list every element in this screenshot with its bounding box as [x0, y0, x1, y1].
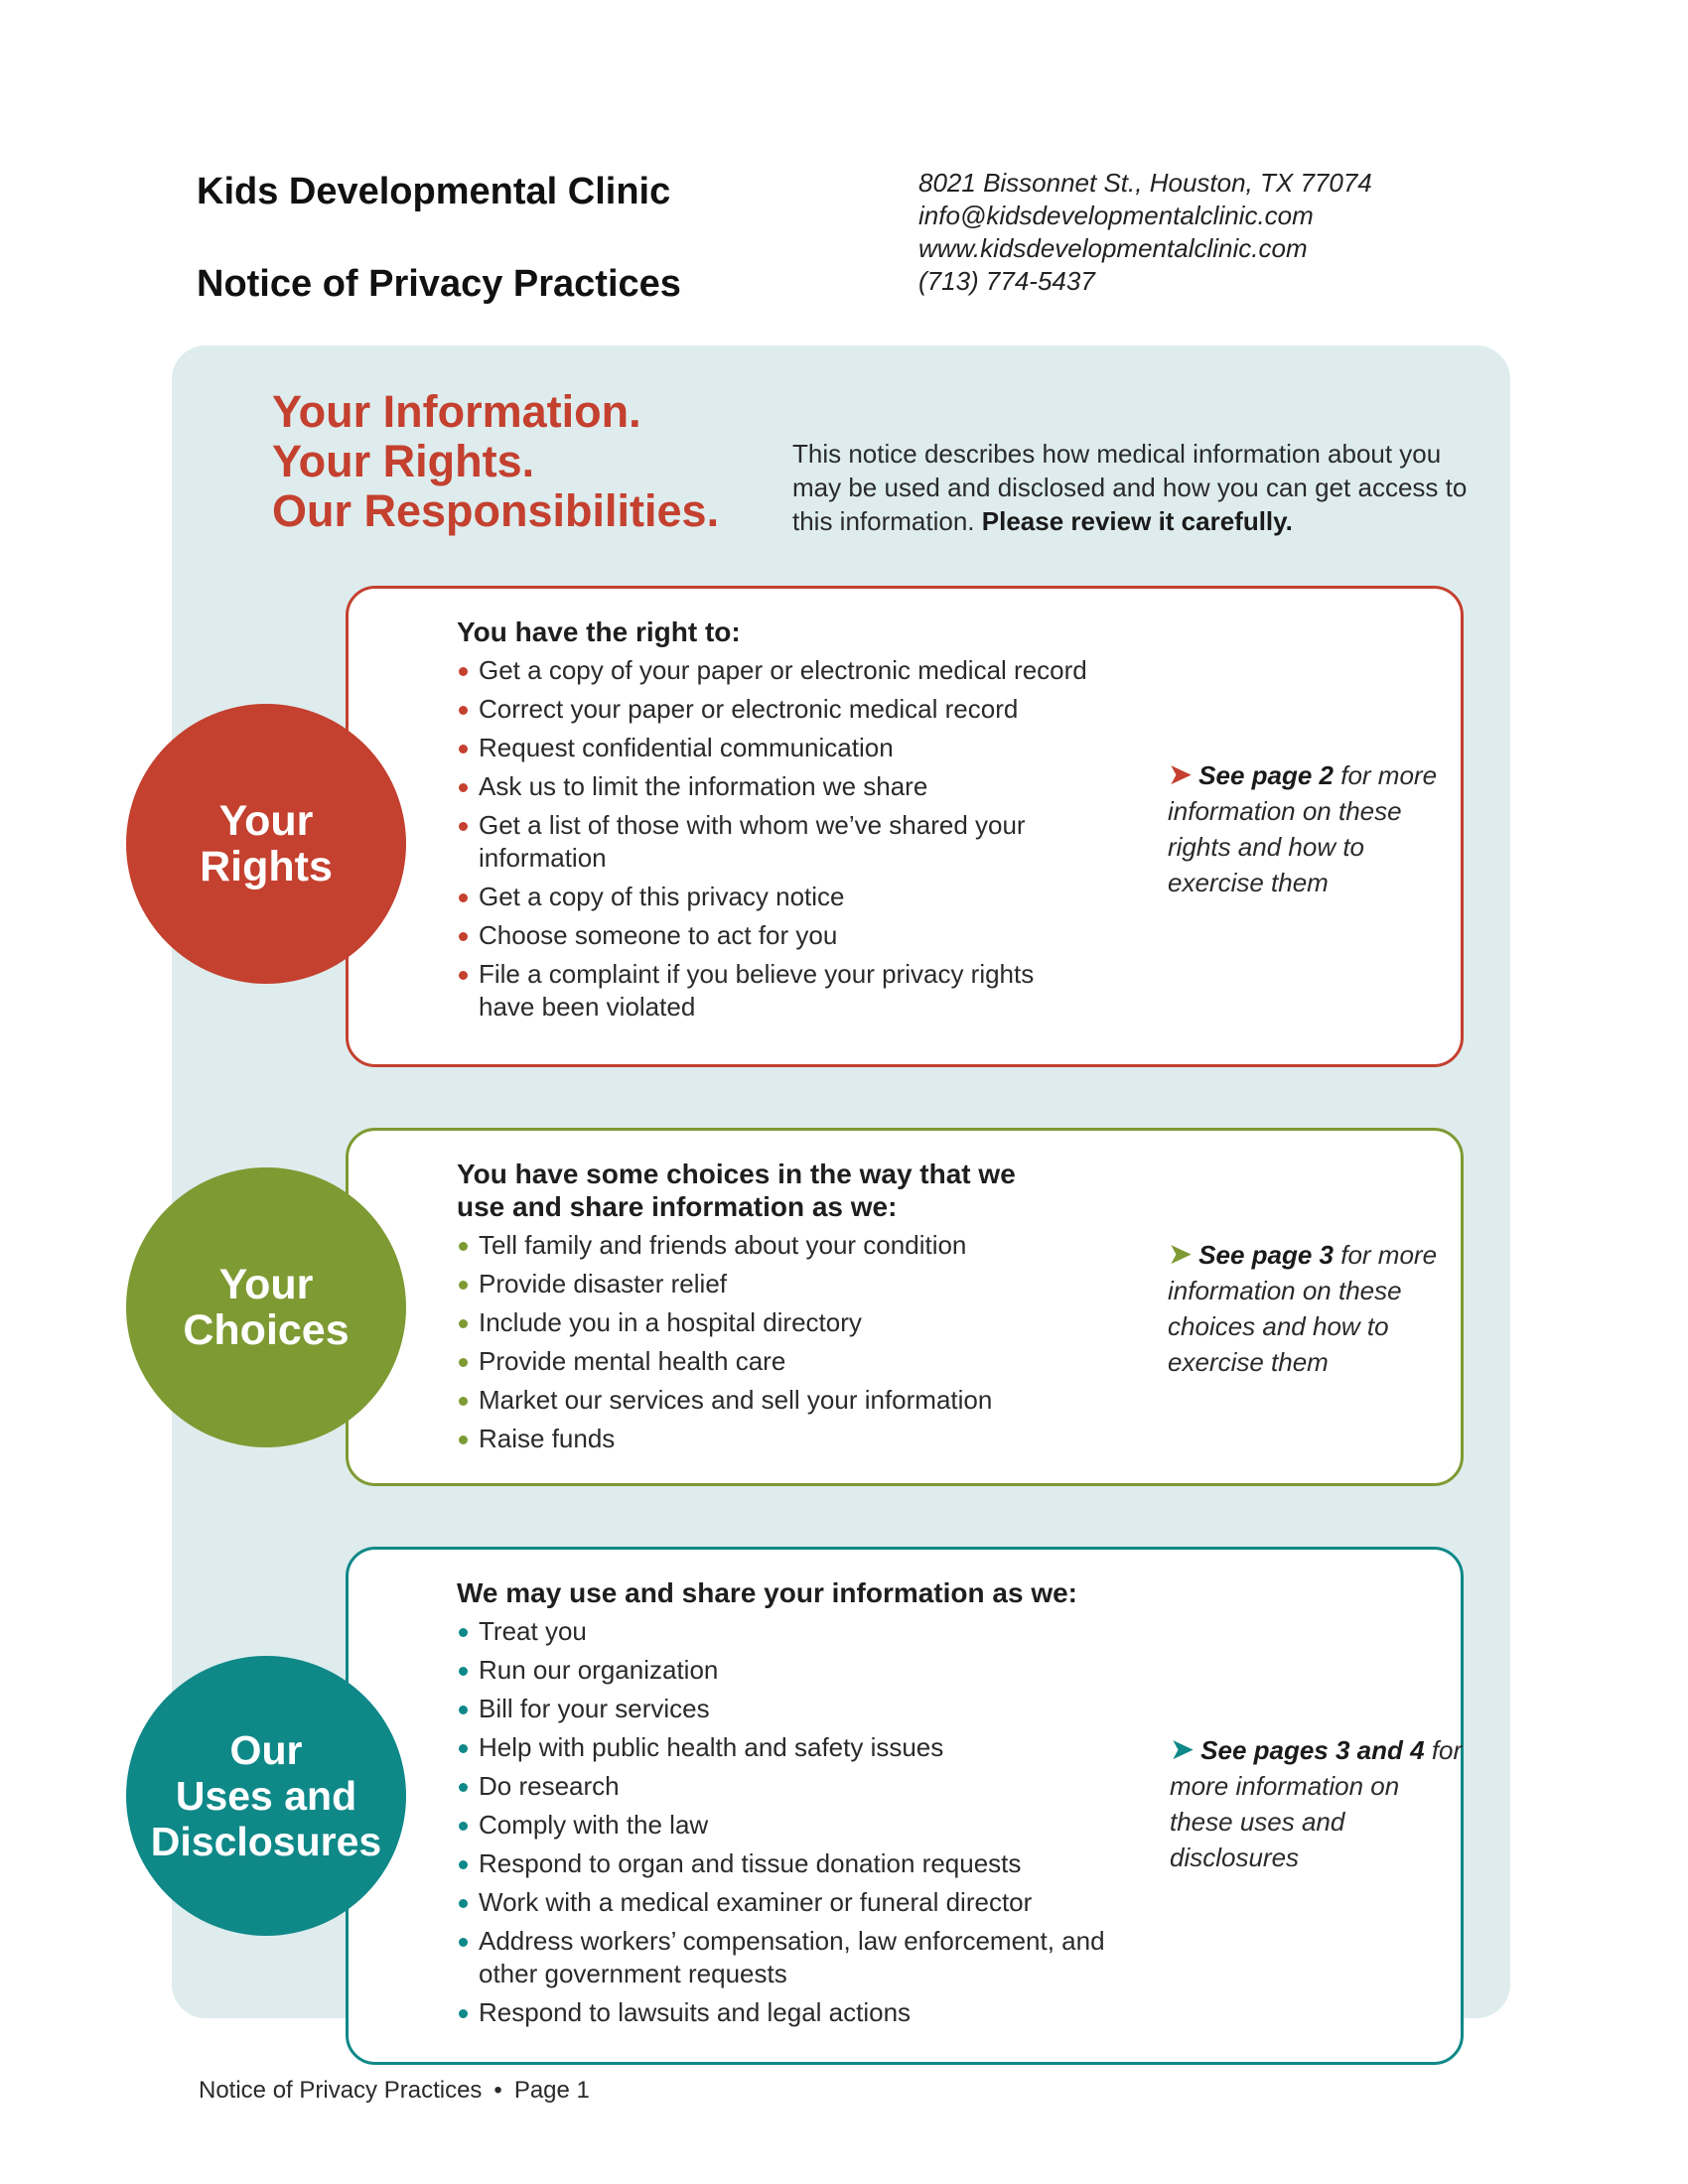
email: info@kidsdevelopmentalclinic.com	[918, 201, 1314, 230]
list-item-text: Comply with the law	[479, 1810, 709, 1840]
list-item-text: Market our services and sell your information	[479, 1385, 993, 1415]
bullet-icon	[459, 1242, 468, 1251]
intro-emphasis: Please review it carefully.	[981, 506, 1293, 536]
bullet-icon	[459, 1899, 468, 1908]
choices-heading: You have some choices in the way that we use and share information as we:	[457, 1159, 1016, 1222]
uses-see-page-text: for more information on these uses and disclosures	[1170, 1735, 1463, 1872]
list-item-text: Help with public health and safety issues	[479, 1732, 944, 1762]
rights-section	[457, 615, 1132, 1029]
list-item	[457, 1886, 1132, 1919]
list-item	[457, 809, 1035, 875]
choices-see-page-ref: See page 3	[1198, 1240, 1334, 1270]
list-item-text: Tell family and friends about your condition	[479, 1230, 967, 1260]
uses-circle	[126, 1656, 406, 1936]
list-item	[457, 1384, 1132, 1417]
hero-heading	[272, 387, 719, 536]
list-item	[457, 732, 1132, 764]
rights-circle-line-1: Your	[218, 797, 314, 845]
bullet-icon	[459, 1628, 468, 1637]
list-item-text: Work with a medical examiner or funeral director	[479, 1887, 1033, 1917]
bullet-icon	[459, 1667, 468, 1676]
uses-circle-line-2: Uses and	[175, 1773, 357, 1819]
uses-circle-line-3: Disclosures	[150, 1819, 382, 1864]
list-item-text: Get a copy of this privacy notice	[479, 882, 845, 911]
uses-section	[457, 1576, 1132, 2035]
list-item-text: Correct your paper or electronic medical record	[479, 694, 1019, 724]
page-footer	[199, 2077, 590, 2105]
rights-circle-line-2: Rights	[200, 843, 333, 890]
bullet-icon	[459, 1397, 468, 1406]
rights-list	[457, 654, 1132, 1024]
bullet-icon	[459, 783, 468, 792]
website: www.kidsdevelopmentalclinic.com	[918, 233, 1308, 263]
list-item	[457, 1996, 1132, 2029]
list-item	[457, 881, 1132, 913]
list-item-text: Provide mental health care	[479, 1346, 786, 1376]
rights-see-page-text: for more information on these rights and how to exercise them	[1168, 760, 1438, 897]
list-item-text: Respond to lawsuits and legal actions	[479, 1997, 912, 2027]
choices-circle-line-1: Your	[218, 1261, 314, 1308]
list-item	[457, 1847, 1132, 1880]
hero-line-1: Your Information.	[272, 386, 641, 437]
list-item	[457, 770, 1132, 803]
arrow-right-icon: ➤	[1168, 1238, 1194, 1271]
list-item	[457, 1693, 1132, 1725]
list-item-text: Include you in a hospital directory	[479, 1307, 862, 1337]
choices-see-page	[1168, 1237, 1456, 1380]
bullet-icon	[459, 1358, 468, 1367]
uses-see-page-ref: See pages 3 and 4	[1200, 1735, 1425, 1765]
arrow-right-icon: ➤	[1170, 1733, 1196, 1766]
list-item	[457, 1731, 1132, 1764]
list-item	[457, 1654, 1132, 1687]
footer-title: Notice of Privacy Practices	[199, 2077, 483, 2104]
list-item	[457, 958, 1035, 1024]
footer-page-number: Page 1	[513, 2077, 590, 2104]
rights-see-page	[1168, 757, 1456, 900]
list-item	[457, 919, 1132, 952]
bullet-icon	[459, 1822, 468, 1831]
list-item	[457, 1809, 1132, 1842]
list-item-text: Request confidential communication	[479, 733, 894, 762]
list-item	[457, 1229, 1132, 1262]
list-item	[457, 1345, 1132, 1378]
contact-block	[918, 167, 1372, 298]
intro-text	[792, 437, 1477, 538]
choices-list	[457, 1229, 1132, 1455]
clinic-name: Kids Developmental Clinic	[197, 171, 671, 212]
footer-separator: •	[493, 2077, 502, 2104]
rights-circle	[126, 704, 406, 984]
hero-line-2: Your Rights.	[272, 436, 535, 486]
phone: (713) 774-5437	[918, 266, 1095, 296]
bullet-icon	[459, 893, 468, 902]
bullet-icon	[459, 932, 468, 941]
list-item-text: Address workers’ compensation, law enforcement, and other government requests	[479, 1926, 1105, 1988]
uses-list	[457, 1615, 1132, 2029]
notice-title: Notice of Privacy Practices	[197, 263, 681, 305]
bullet-icon	[459, 667, 468, 676]
list-item-text: Treat you	[479, 1616, 587, 1646]
list-item-text: Do research	[479, 1771, 620, 1801]
choices-circle-line-2: Choices	[183, 1306, 350, 1354]
uses-see-page	[1170, 1732, 1468, 1875]
list-item-text: Get a copy of your paper or electronic medical record	[479, 655, 1087, 685]
address: 8021 Bissonnet St., Houston, TX 77074	[918, 168, 1372, 198]
list-item-text: File a complaint if you believe your privacy rights have been violated	[479, 959, 1035, 1022]
list-item	[457, 1423, 1132, 1455]
intro-body: This notice describes how medical information about you may be used and disclosed and how you can get access to this information.	[792, 439, 1468, 536]
list-item	[457, 1268, 1132, 1300]
list-item-text: Choose someone to act for you	[479, 920, 838, 950]
bullet-icon	[459, 745, 468, 753]
bullet-icon	[459, 2009, 468, 2018]
bullet-icon	[459, 1435, 468, 1444]
bullet-icon	[459, 1783, 468, 1792]
list-item-text: Bill for your services	[479, 1694, 710, 1723]
choices-see-page-text: for more information on these choices and how to exercise them	[1168, 1240, 1438, 1377]
bullet-icon	[459, 706, 468, 715]
rights-see-page-ref: See page 2	[1198, 760, 1334, 790]
choices-section	[457, 1158, 1132, 1461]
list-item	[457, 654, 1132, 687]
hero-line-3: Our Responsibilities.	[272, 485, 720, 536]
choices-circle	[126, 1167, 406, 1447]
list-item-text: Run our organization	[479, 1655, 719, 1685]
rights-heading: You have the right to:	[457, 616, 741, 647]
bullet-icon	[459, 971, 468, 980]
list-item-text: Respond to organ and tissue donation requests	[479, 1848, 1022, 1878]
list-item-text: Get a list of those with whom we’ve shared your information	[479, 810, 1026, 873]
bullet-icon	[459, 1281, 468, 1290]
list-item-text: Provide disaster relief	[479, 1269, 727, 1298]
arrow-right-icon: ➤	[1168, 758, 1194, 791]
bullet-icon	[459, 822, 468, 831]
bullet-icon	[459, 1938, 468, 1947]
bullet-icon	[459, 1860, 468, 1869]
list-item	[457, 1770, 1132, 1803]
bullet-icon	[459, 1706, 468, 1714]
list-item-text: Ask us to limit the information we share	[479, 771, 928, 801]
bullet-icon	[459, 1744, 468, 1753]
list-item	[457, 1615, 1132, 1648]
list-item	[457, 1306, 1132, 1339]
list-item-text: Raise funds	[479, 1424, 616, 1453]
bullet-icon	[459, 1319, 468, 1328]
list-item	[457, 1925, 1114, 1990]
uses-heading: We may use and share your information as we:	[457, 1577, 1077, 1608]
list-item	[457, 693, 1132, 726]
uses-circle-line-1: Our	[229, 1727, 303, 1773]
